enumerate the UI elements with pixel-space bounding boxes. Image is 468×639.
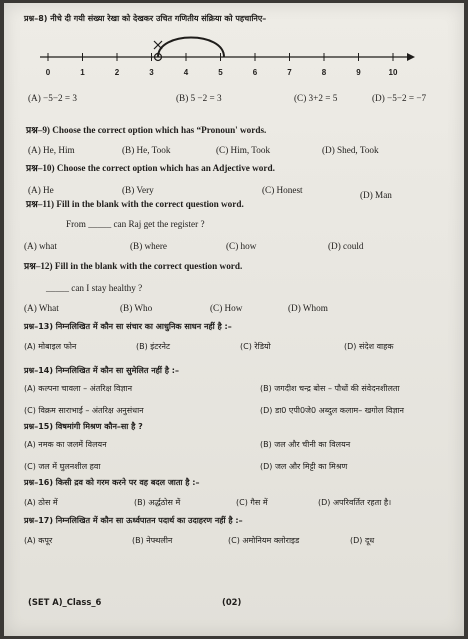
q15-option-c[interactable]: (C) जल में घुलनशील हवा <box>24 462 101 471</box>
q17-option-a[interactable]: (A) कपूर <box>24 536 53 545</box>
number-line-tick-label: 9 <box>356 68 361 77</box>
q13-option-b[interactable]: (B) इंटरनेट <box>136 342 170 351</box>
q12-sentence: _____ can I stay healthy ? <box>46 283 143 293</box>
q14-option-d[interactable]: (D) डा0 एपी0जे0 अब्दुल कलाम– खगोल विज्ञान <box>260 406 404 415</box>
q14-options-row1 <box>4 383 464 395</box>
q8-title: प्रश्न–8) नीचे दी गयी संख्या रेखा को देखकर उचित गणितीय संक्रिया को पहचानिए– <box>24 14 267 23</box>
q11-option-d[interactable]: (D) could <box>328 241 364 251</box>
q10-options <box>4 185 464 200</box>
q10-option-d[interactable]: (D) Man <box>360 190 392 200</box>
number-line-tick-label: 3 <box>149 68 154 77</box>
q12-title: प्रश्न–12) Fill in the blank with the correct question word. <box>24 261 243 271</box>
q16-option-b[interactable]: (B) अर्द्धठोस में <box>134 498 181 507</box>
q10-title: प्रश्न–10) Choose the correct option which has an Adjective word. <box>26 163 275 173</box>
q11-option-b[interactable]: (B) where <box>130 241 167 251</box>
q13-option-c[interactable]: (C) रेडियो <box>240 342 271 351</box>
q16-option-c[interactable]: (C) गैस में <box>236 498 268 507</box>
q16-option-a[interactable]: (A) ठोस में <box>24 498 58 507</box>
q11-title: प्रश्न–11) Fill in the blank with the correct question word. <box>26 199 244 209</box>
number-line-tick-label: 4 <box>183 68 189 77</box>
number-line-tick-label: 5 <box>218 68 223 77</box>
q10-option-a[interactable]: (A) He <box>28 185 54 195</box>
q10-option-b[interactable]: (B) Very <box>122 185 154 195</box>
q14-options-row2 <box>4 405 464 417</box>
number-line-tick-label: 1 <box>80 68 85 77</box>
q15-options-row1 <box>4 439 464 451</box>
q8-options <box>4 93 464 105</box>
q10-option-c[interactable]: (C) Honest <box>262 185 303 195</box>
q15-option-a[interactable]: (A) नमक का जलमें विलयन <box>24 440 107 449</box>
q15-option-d[interactable]: (D) जल और मिट्टी का मिश्रण <box>260 462 348 471</box>
q16-option-d[interactable]: (D) अपरिवर्तित रहता है। <box>318 498 392 507</box>
q13-option-a[interactable]: (A) मोबाइल फोन <box>24 342 77 351</box>
q9-option-d[interactable]: (D) Shed, Took <box>322 145 379 155</box>
question-paper-page <box>4 3 464 636</box>
q15-option-b[interactable]: (B) जल और चीनी का विलयन <box>260 440 351 449</box>
q8-option-c[interactable]: (C) 3+2 = 5 <box>294 93 338 103</box>
q14-option-c[interactable]: (C) विक्रम साराभाई – अंतरिक्ष अनुसंधान <box>24 406 144 415</box>
q12-option-d[interactable]: (D) Whom <box>288 303 328 313</box>
q15-title: प्रश्न–15) विषमांगी मिश्रण कौन–सा है ? <box>24 422 143 431</box>
q11-sentence: From _____ can Raj get the register ? <box>66 219 205 229</box>
q12-options <box>4 303 464 315</box>
q12-option-b[interactable]: (B) Who <box>120 303 153 313</box>
q17-options <box>4 535 464 547</box>
q13-title: प्रश्न–13) निम्नलिखित में कौन सा संचार का आधुनिक साधन नहीं है :– <box>24 322 232 331</box>
q11-option-a[interactable]: (A) what <box>24 241 57 251</box>
q14-title: प्रश्न–14) निम्नलिखित में कौन सा सुमेलित नहीं है :– <box>24 366 179 375</box>
q14-option-a[interactable]: (A) कल्पना चावला – अंतरिक्ष विज्ञान <box>24 384 133 393</box>
arrow-head-icon <box>407 53 415 61</box>
q12-option-c[interactable]: (C) How <box>210 303 243 313</box>
page-number: (02) <box>222 597 242 607</box>
q9-options <box>4 145 464 157</box>
q16-options <box>4 497 464 509</box>
q8-option-b[interactable]: (B) 5 −2 = 3 <box>176 93 222 103</box>
q13-option-d[interactable]: (D) संदेश वाहक <box>344 342 394 351</box>
q17-option-b[interactable]: (B) नेफ्थलीन <box>132 536 173 545</box>
q9-option-c[interactable]: (C) Him, Took <box>216 145 271 155</box>
number-line-tick-label: 2 <box>114 68 120 77</box>
number-line <box>32 21 432 91</box>
q9-option-b[interactable]: (B) He, Took <box>122 145 171 155</box>
q17-option-c[interactable]: (C) अमोनियम क्लोराइड <box>228 536 300 545</box>
q9-title: प्रश्न–9) Choose the correct option which has “Pronoun' words. <box>26 125 267 135</box>
number-line-tick-label: 6 <box>252 68 258 77</box>
set-class-label: (SET A)_Class_6 <box>28 597 102 607</box>
q8-option-d[interactable]: (D) −5−2 = −7 <box>372 93 427 103</box>
q13-options <box>4 341 464 353</box>
q8-option-a[interactable]: (A) −5−2 = 3 <box>28 93 77 103</box>
q14-option-b[interactable]: (B) जगदीश चन्द्र बोस – पौधों की संवेदनशीलता <box>260 384 400 393</box>
q15-options-row2 <box>4 461 464 473</box>
number-line-tick-label: 0 <box>45 68 51 77</box>
q11-options <box>4 241 464 253</box>
q12-option-a[interactable]: (A) What <box>24 303 59 313</box>
number-line-tick-label: 10 <box>388 68 398 77</box>
q17-option-d[interactable]: (D) दूध <box>350 536 375 545</box>
number-line-tick-label: 8 <box>321 68 327 77</box>
q11-option-c[interactable]: (C) how <box>226 241 257 251</box>
q16-title: प्रश्न–16) किसी द्रव को गरम करने पर वह बदल जाता है :– <box>24 478 200 487</box>
number-line-tick-label: 7 <box>287 68 292 77</box>
q17-title: प्रश्न–17) निम्नलिखित में कौन सा ऊर्ध्वपातन पदार्थ का उदाहरण नहीं है :– <box>24 516 243 525</box>
q9-option-a[interactable]: (A) He, Him <box>28 145 75 155</box>
